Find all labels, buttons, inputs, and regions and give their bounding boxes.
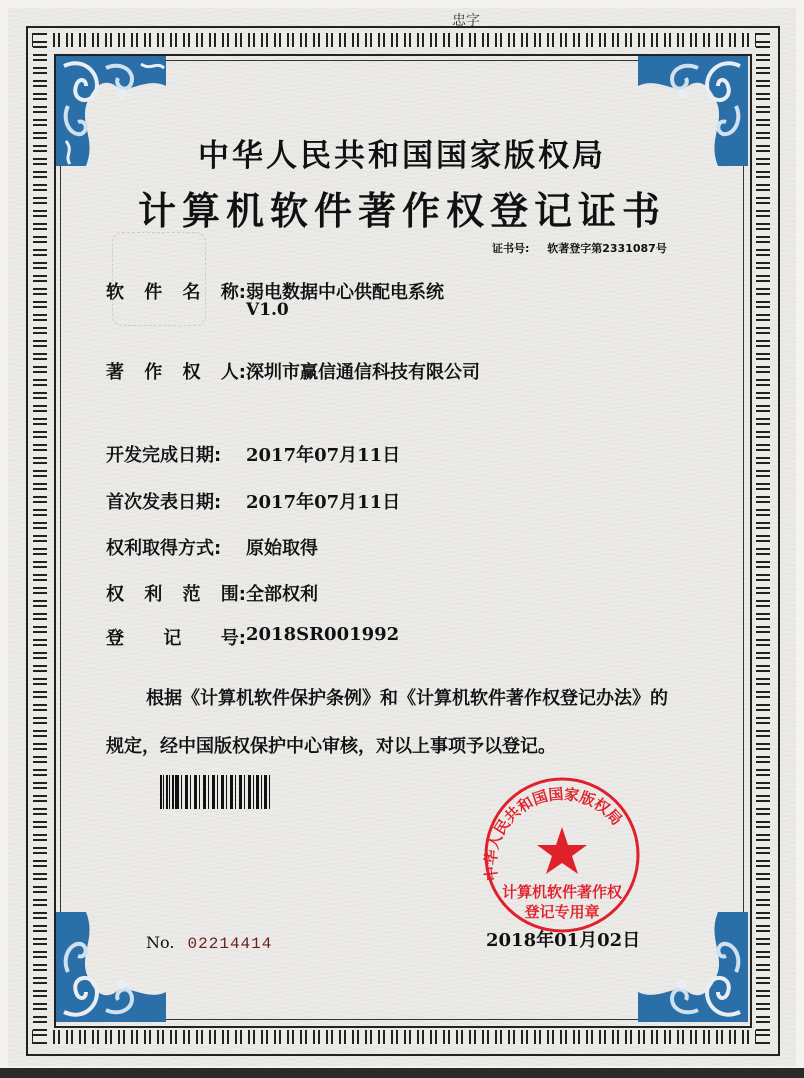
label-char: 记 xyxy=(163,628,182,649)
rights-scope-value: 全部权利 xyxy=(246,584,318,605)
label-char: 名 xyxy=(182,282,201,303)
first-publish-date-value: 2017年07月11日 xyxy=(246,492,401,513)
field-label xyxy=(106,358,246,384)
field-first-publish-date xyxy=(106,488,400,514)
serial-label: No. xyxy=(146,933,175,952)
issuer-title: 中华人民共和国国家版权局 xyxy=(198,138,606,174)
software-version: V1.0 xyxy=(246,300,289,320)
label-char: 围: xyxy=(220,584,246,605)
field-label: 开发完成日期: xyxy=(106,445,222,466)
software-name-value: 弱电数据中心供配电系统 xyxy=(246,282,444,303)
field-label: 首次发表日期: xyxy=(106,492,222,513)
serial-number xyxy=(146,933,272,953)
barcode-bars-right xyxy=(256,775,272,809)
corner-ornament-icon xyxy=(638,912,748,1022)
rights-acquisition-value: 原始取得 xyxy=(246,538,318,559)
dev-completion-date-value: 2017年07月11日 xyxy=(246,445,401,466)
corner-ornament-icon xyxy=(56,912,166,1022)
label-char: 权 xyxy=(182,362,201,383)
label-char: 号: xyxy=(220,628,246,649)
field-label xyxy=(106,278,246,304)
field-label: 权利取得方式: xyxy=(106,538,222,559)
label-char: 利 xyxy=(144,584,163,605)
certificate-number-label: 证书号: xyxy=(492,242,530,255)
field-copyright-owner xyxy=(106,358,480,384)
label-char: 范 xyxy=(182,584,201,605)
registration-no-value: 2018SR001992 xyxy=(246,624,400,645)
greek-key-border-top xyxy=(32,33,770,47)
label-char: 著 xyxy=(106,362,124,383)
seal-line-2: 登记专用章 xyxy=(524,903,600,921)
label-char: 权 xyxy=(106,584,124,605)
label-char: 称: xyxy=(220,282,246,303)
field-label xyxy=(106,624,246,650)
seal-arc-text: 中华人民共和国国家版权局 xyxy=(481,784,626,882)
label-char: 作 xyxy=(144,362,163,383)
official-seal-icon xyxy=(477,775,647,935)
scan-edge xyxy=(0,1068,804,1078)
certificate-number-value: 软著登字第2331087号 xyxy=(547,242,667,255)
body-text-line-1: 根据《计算机软件保护条例》和《计算机软件著作权登记办法》的 xyxy=(146,688,668,709)
greek-key-border-bottom xyxy=(32,1030,770,1044)
field-rights-acquisition xyxy=(106,534,318,560)
certificate-title: 计算机软件著作权登记证书 xyxy=(137,188,666,233)
label-char: 软 xyxy=(106,282,124,303)
label-char: 登 xyxy=(106,628,124,649)
barcode-icon xyxy=(160,775,272,809)
serial-value: 02214414 xyxy=(187,935,273,953)
datamatrix-code xyxy=(176,775,256,809)
field-rights-scope xyxy=(106,580,318,606)
field-label xyxy=(106,580,246,606)
issue-date: 2018年01月02日 xyxy=(486,930,641,951)
body-text-line-2: 规定，经中国版权保护中心审核，对以上事项予以登记。 xyxy=(106,736,556,757)
seal-line-1: 计算机软件著作权 xyxy=(501,883,623,901)
copyright-owner-value: 深圳市赢信通信科技有限公司 xyxy=(246,362,480,383)
handwritten-mark: 忠字 xyxy=(452,13,480,29)
label-char: 人: xyxy=(220,362,246,383)
label-char: 件 xyxy=(144,282,163,303)
certificate-number xyxy=(492,240,681,256)
barcode-bars-left xyxy=(160,775,176,809)
field-registration-no xyxy=(106,624,399,650)
field-dev-completion-date xyxy=(106,441,400,467)
